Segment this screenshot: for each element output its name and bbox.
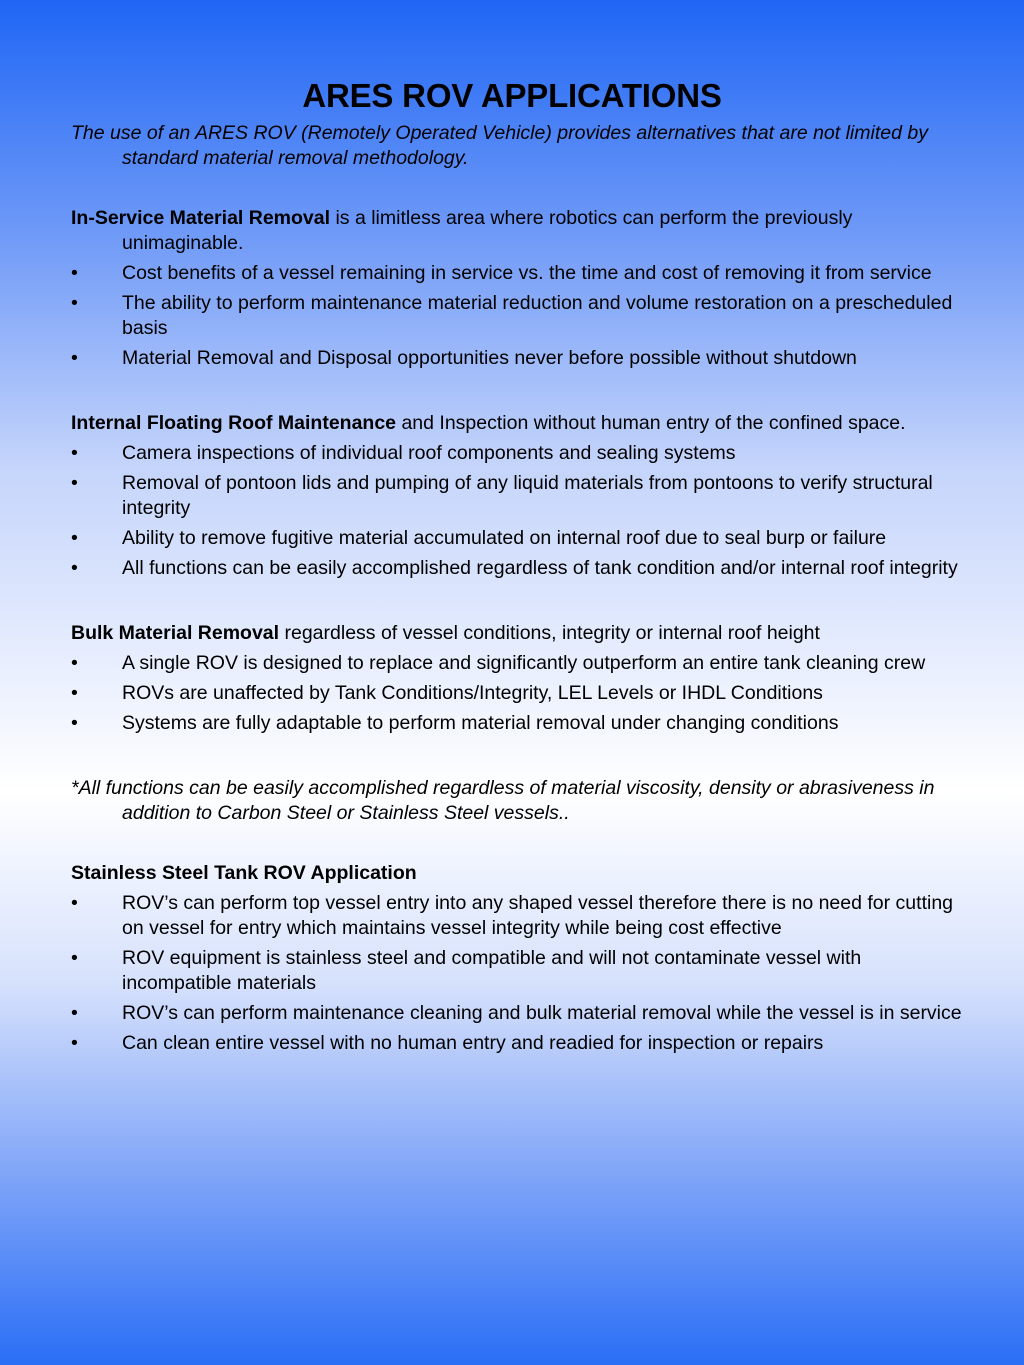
bullet-list: [71, 651, 971, 736]
list-item: [71, 471, 971, 521]
bullet-list: [71, 261, 971, 371]
list-item-text: All functions can be easily accomplished regardless of tank condition and/or internal roof integrity: [122, 557, 958, 579]
section-floating-roof-heading: [71, 411, 971, 436]
spacer: [71, 826, 971, 861]
list-item: [71, 291, 971, 341]
list-item-text: Material Removal and Disposal opportunities never before possible without shutdown: [122, 347, 857, 369]
list-item-text: The ability to perform maintenance material reduction and volume restoration on a prescheduled basis: [122, 292, 953, 339]
list-item-text: ROV’s can perform top vessel entry into any shaped vessel therefore there is no need for cutting on vessel for entry which maintains vessel integrity while being cost effective: [122, 892, 954, 939]
list-item: [71, 946, 971, 996]
list-item-text: Ability to remove fugitive material accumulated on internal roof due to seal burp or failure: [122, 527, 887, 549]
bullet-marker: •: [71, 347, 78, 369]
section-bulk-removal-heading: [71, 621, 971, 646]
spacer: [71, 586, 971, 621]
intro-text: The use of an ARES ROV (Remotely Operated Vehicle) provides alternatives that are not limited by standard material removal methodology.: [71, 122, 928, 169]
list-item-text: ROV’s can perform maintenance cleaning and bulk material removal while the vessel is in service: [122, 1002, 962, 1024]
section-heading-rest: is a limitless area where robotics can perform the previously unimaginable.: [122, 207, 853, 254]
list-item: [71, 261, 971, 286]
list-item-text: A single ROV is designed to replace and significantly outperform an entire tank cleaning crew: [122, 652, 926, 674]
section-heading-rest: and Inspection without human entry of the confined space.: [396, 412, 906, 434]
section-heading-bold: In-Service Material Removal: [71, 207, 331, 229]
list-item-text: Systems are fully adaptable to perform material removal under changing conditions: [122, 712, 839, 734]
bullet-marker: •: [71, 712, 78, 734]
content: [71, 121, 971, 1061]
footnote-text: *All functions can be easily accomplished regardless of material viscosity, density or abrasiveness in addition to Carbon Steel or Stainless Steel vessels..: [71, 777, 935, 824]
list-item: [71, 556, 971, 581]
bullet-marker: •: [71, 292, 78, 314]
list-item: [71, 526, 971, 551]
page-title: ARES ROV APPLICATIONS: [302, 77, 722, 114]
bullet-marker: •: [71, 892, 78, 914]
list-item: [71, 891, 971, 941]
list-item-text: ROVs are unaffected by Tank Conditions/Integrity, LEL Levels or IHDL Conditions: [122, 682, 823, 704]
section-in-service-heading: [71, 206, 971, 256]
list-item-text: ROV equipment is stainless steel and compatible and will not contaminate vessel with incompatible materials: [122, 947, 862, 994]
bullet-marker: •: [71, 472, 78, 494]
section-heading-rest: regardless of vessel conditions, integrity or internal roof height: [279, 622, 820, 644]
bullet-marker: •: [71, 527, 78, 549]
bullet-marker: •: [71, 1032, 78, 1054]
bullet-list: [71, 891, 971, 1056]
section-stainless-heading: Stainless Steel Tank ROV Application: [71, 862, 417, 884]
list-item-text: Removal of pontoon lids and pumping of any liquid materials from pontoons to verify structural integrity: [122, 472, 933, 519]
spacer: [71, 171, 971, 206]
bullet-marker: •: [71, 947, 78, 969]
list-item: [71, 346, 971, 371]
section-heading-bold: Bulk Material Removal: [71, 622, 280, 644]
list-item: [71, 681, 971, 706]
list-item: [71, 1031, 971, 1056]
bullet-marker: •: [71, 442, 78, 464]
section-heading-bold: Internal Floating Roof Maintenance: [71, 412, 397, 434]
list-item: [71, 1001, 971, 1026]
bullet-marker: •: [71, 557, 78, 579]
list-item-text: Camera inspections of individual roof components and sealing systems: [122, 442, 736, 464]
bullet-marker: •: [71, 652, 78, 674]
spacer: [71, 741, 971, 776]
bullet-marker: •: [71, 682, 78, 704]
bullet-marker: •: [71, 262, 78, 284]
list-item: [71, 711, 971, 736]
bullet-list: [71, 441, 971, 581]
list-item: [71, 441, 971, 466]
bullet-marker: •: [71, 1002, 78, 1024]
list-item: [71, 651, 971, 676]
list-item-text: Can clean entire vessel with no human entry and readied for inspection or repairs: [122, 1032, 824, 1054]
list-item-text: Cost benefits of a vessel remaining in service vs. the time and cost of removing it from service: [122, 262, 932, 284]
spacer: [71, 376, 971, 411]
